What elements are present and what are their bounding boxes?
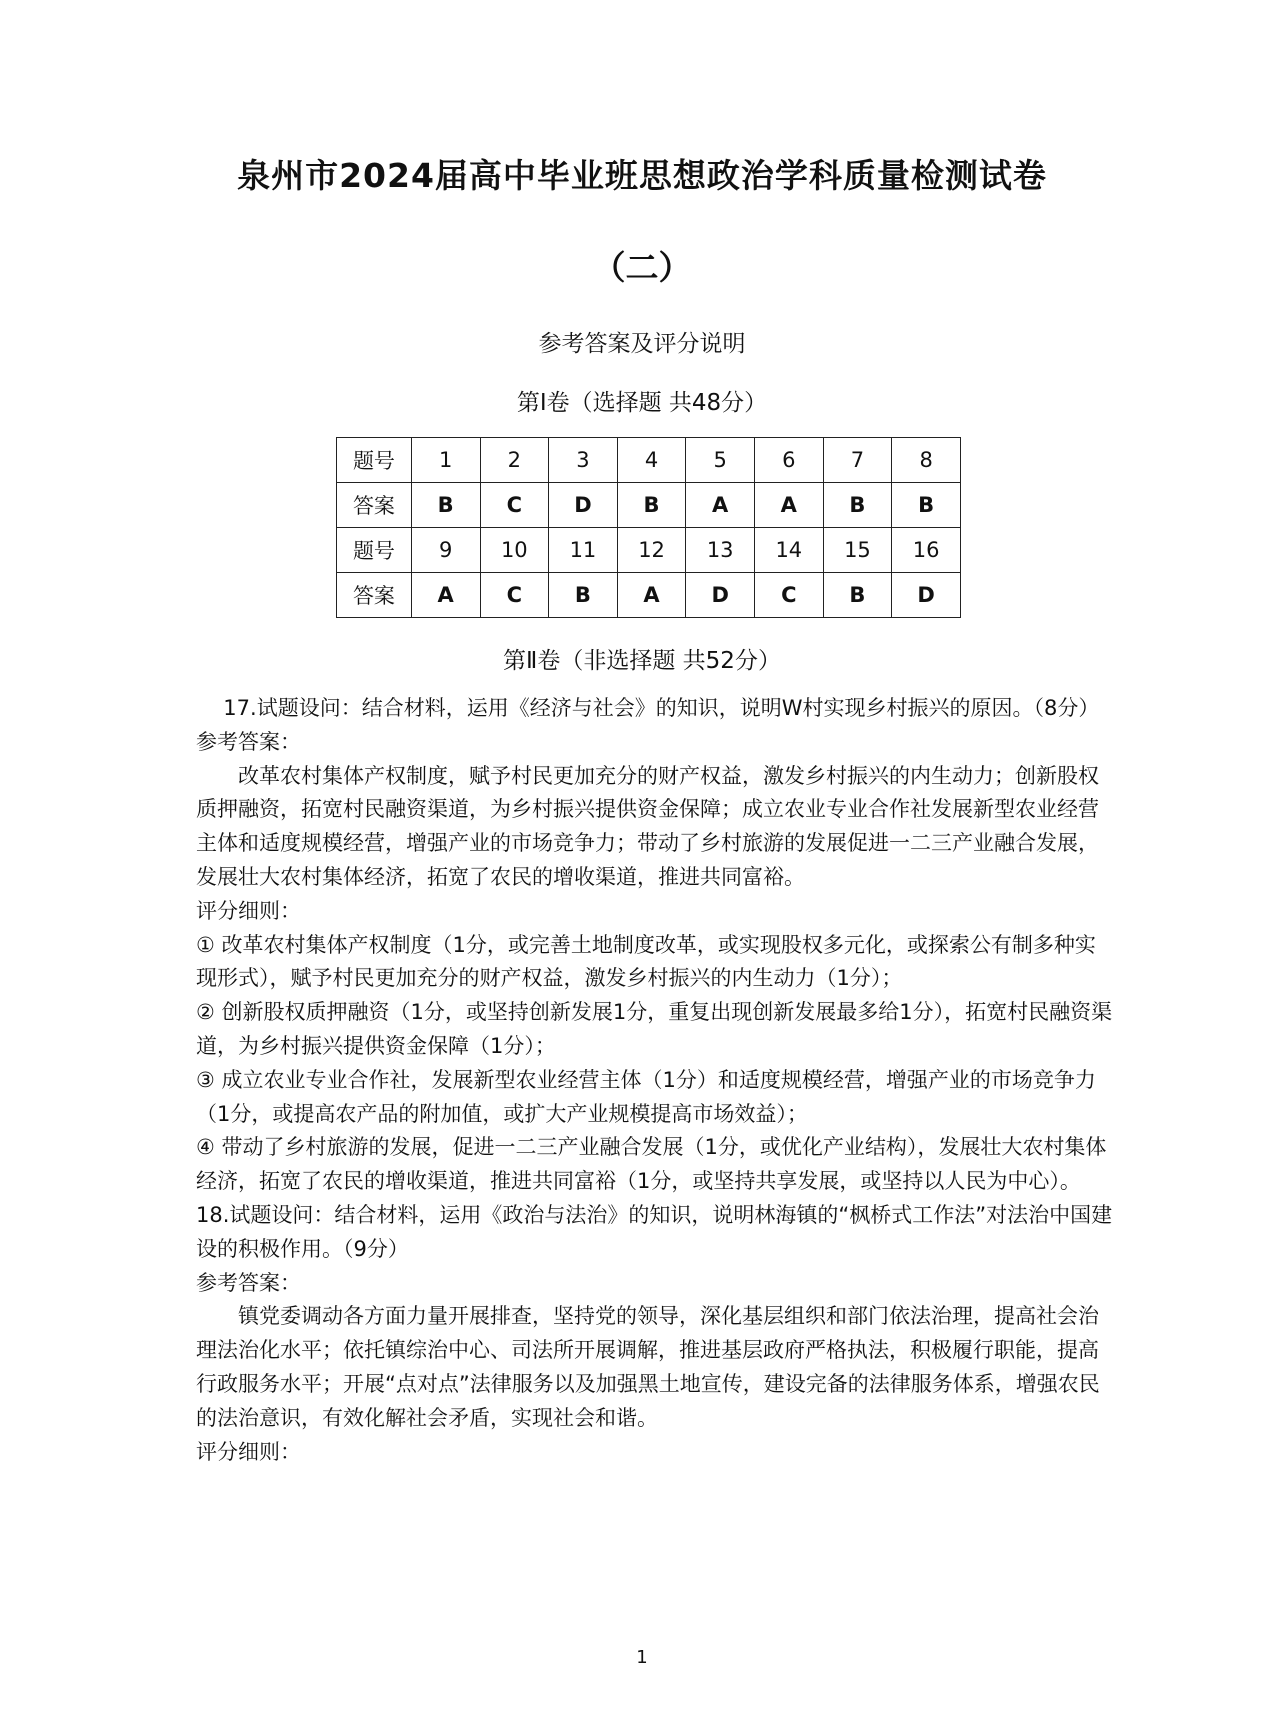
document-title: 泉州市2024届高中毕业班思想政治学科质量检测试卷 [237,156,1047,195]
question-number: 8 [892,438,961,483]
answer-cell: D [892,573,961,618]
page-number: 1 [636,1647,648,1668]
question-number: 10 [480,528,549,573]
q17-question: 17.试题设问：结合材料，运用《经济与社会》的知识，说明W村实现乡村振兴的原因。（8分） [223,696,1100,720]
answer-cell: A [686,483,755,528]
question-number: 11 [549,528,618,573]
question-number: 7 [823,438,892,483]
q18-answer-label: 参考答案： [196,1270,301,1295]
question-number: 4 [617,438,686,483]
question-number: 15 [823,528,892,573]
question-number: 1 [411,438,480,483]
q17-rubric-item: ③ 成立农业专业合作社，发展新型农业经营主体（1分）和适度规模经营，增强产业的市场竞争力（1分，或提高农产品的附加值，或扩大产业规模提高市场效益）； [196,1067,1096,1126]
row-label: 题号 [337,528,412,573]
table-row [337,438,961,483]
q17-rubric-item: ② 创新股权质押融资（1分，或坚持创新发展1分，重复出现创新发展最多给1分），拓宽村民融资渠道，为乡村振兴提供资金保障（1分）； [196,1000,1113,1058]
document-subtitle: （二） [592,248,692,287]
answer-cell: C [480,573,549,618]
part2-title: 第Ⅱ卷（非选择题 共52分） [503,648,781,674]
table-row [337,573,961,618]
q18-answer: 镇党委调动各方面力量开展排查，坚持党的领导，深化基层组织和部门依法治理，提高社会治理法治化水平；依托镇综治中心、司法所开展调解，推进基层政府严格执法，积极履行职能，提高行政服务水平；开展“点对点”法律服务以及加强黑土地宣传，建设完备的法律服务体系，增强农民的法治意识，有效化解社会矛盾，实现社会和谐。 [196,1304,1100,1430]
answer-cell: B [411,483,480,528]
section-heading: 参考答案及评分说明 [538,331,746,357]
answer-cell: C [755,573,824,618]
q17-rubric-item: ① 改革农村集体产权制度（1分，或完善土地制度改革，或实现股权多元化，或探索公有制多种实现形式），赋予村民更加充分的财产权益，激发乡村振兴的内生动力（1分）； [196,932,1096,991]
answer-cell: B [823,483,892,528]
question-number: 12 [617,528,686,573]
question-number: 9 [411,528,480,573]
answer-cell: B [549,573,618,618]
row-label: 题号 [337,438,412,483]
question-number: 5 [686,438,755,483]
row-label: 答案 [337,573,412,618]
answer-cell: A [411,573,480,618]
question-number: 6 [755,438,824,483]
answer-table [336,437,961,618]
q17-rubric-label: 评分细则： [196,898,301,923]
table-row [337,483,961,528]
table-row [337,528,961,573]
q18-rubric-label: 评分细则： [196,1439,301,1464]
answer-cell: B [617,483,686,528]
answer-cell: D [549,483,618,528]
answer-cell: B [823,573,892,618]
question-number: 2 [480,438,549,483]
row-label: 答案 [337,483,412,528]
question-number: 13 [686,528,755,573]
answer-cell: A [617,573,686,618]
q17-answer-label: 参考答案： [196,729,301,754]
question-number: 3 [549,438,618,483]
answer-cell: B [892,483,961,528]
q17-answer: 改革农村集体产权制度，赋予村民更加充分的财产权益，激发乡村振兴的内生动力；创新股权质押融资，拓宽村民融资渠道，为乡村振兴提供资金保障；成立农业专业合作社发展新型农业经营主体和适度规模经营，增强产业的市场竞争力；带动了乡村旅游的发展促进一二三产业融合发展，发展壮大农村集体经济，拓宽了农民的增收渠道，推进共同富裕。 [196,763,1099,889]
q17-rubric-item: ④ 带动了乡村旅游的发展，促进一二三产业融合发展（1分，或优化产业结构），发展壮大农村集体经济，拓宽了农民的增收渠道，推进共同富裕（1分，或坚持共享发展，或坚持以人民为中心）。 [196,1135,1107,1194]
answer-cell: A [755,483,824,528]
question-number: 16 [892,528,961,573]
part1-title: 第Ⅰ卷（选择题 共48分） [516,390,768,416]
question-number: 14 [755,528,824,573]
q18-question: 18.试题设问：结合材料，运用《政治与法治》的知识，说明林海镇的“枫桥式工作法”对法治中国建设的积极作用。（9分） [196,1202,1113,1261]
answer-cell: D [686,573,755,618]
document-body [196,692,1116,1469]
answer-cell: C [480,483,549,528]
